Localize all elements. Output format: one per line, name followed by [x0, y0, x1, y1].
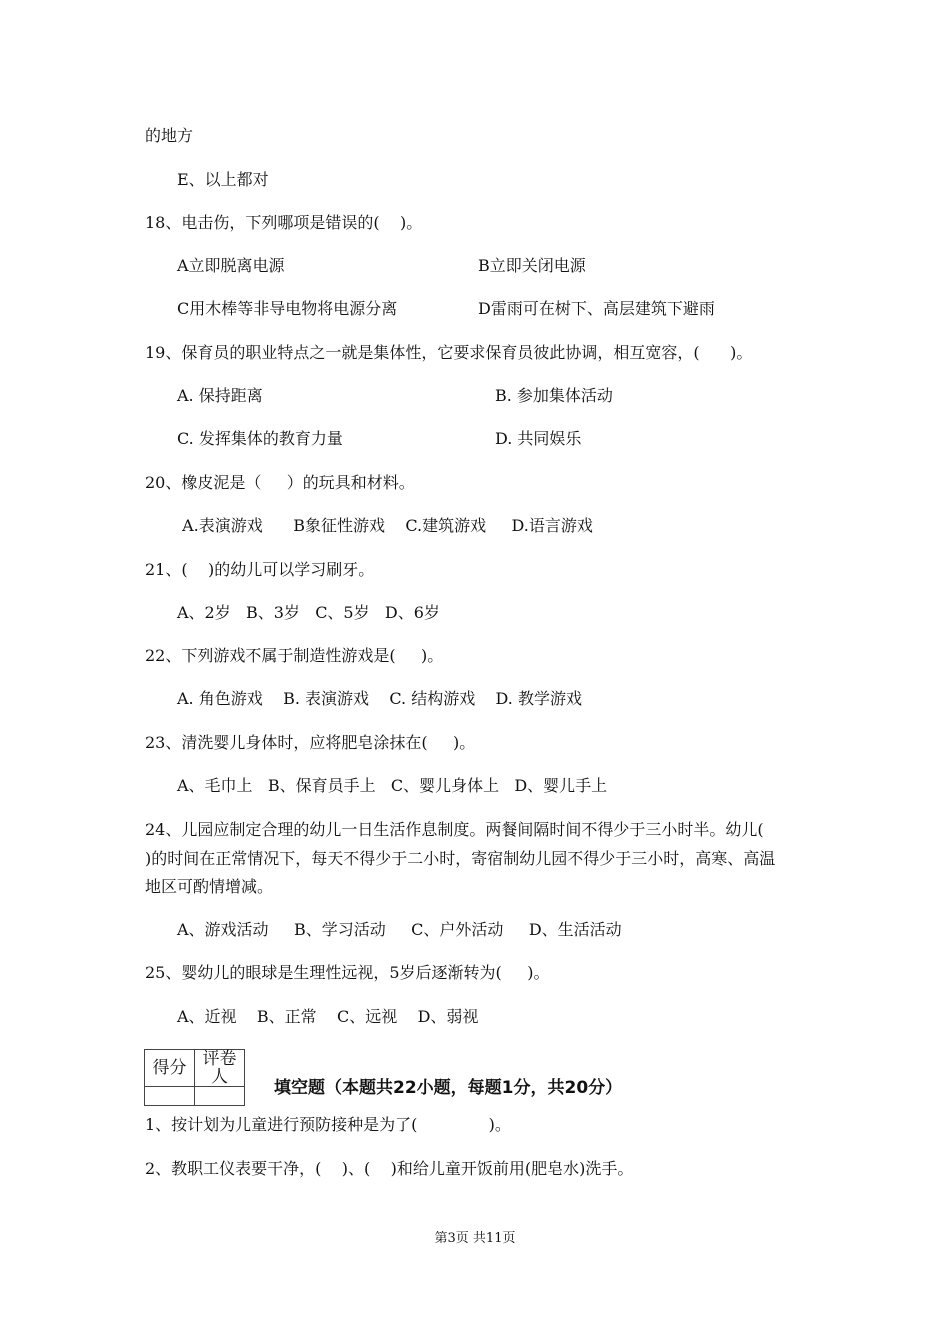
- q21-options: A、2岁 B、3岁 C、5岁 D、6岁: [177, 603, 440, 622]
- q18-option-b: B立即关闭电源: [478, 256, 586, 275]
- grader-header: 评卷人: [195, 1050, 245, 1087]
- q18-option-c: C用木棒等非导电物将电源分离: [177, 299, 398, 318]
- section-title: 填空题（本题共22小题，每题1分，共20分）: [274, 1078, 623, 1098]
- q21-stem: 21、( )的幼儿可以学习刷牙。: [145, 560, 375, 579]
- q18-stem: 18、电击伤，下列哪项是错误的( )。: [145, 213, 423, 232]
- q24-options: A、游戏活动 B、学习活动 C、户外活动 D、生活活动: [177, 920, 622, 939]
- score-cell: [145, 1087, 195, 1106]
- q24-stem-line2: )的时间在正常情况下，每天不得少于二小时，寄宿制幼儿园不得少于三小时，高寒、高温: [145, 849, 776, 868]
- page-footer: 第3页 共11页: [434, 1231, 516, 1246]
- score-table: [144, 1049, 245, 1106]
- fill-question-1: 1、按计划为儿童进行预防接种是为了( )。: [145, 1115, 511, 1134]
- q18-option-d: D雷雨可在树下、高层建筑下避雨: [478, 299, 715, 318]
- q19-stem: 19、保育员的职业特点之一就是集体性，它要求保育员彼此协调，相互宽容，( )。: [145, 343, 753, 362]
- grader-cell: [195, 1087, 245, 1106]
- q18-option-a: A立即脱离电源: [177, 256, 285, 275]
- q19-option-c: C. 发挥集体的教育力量: [177, 429, 343, 448]
- fill-question-2: 2、教职工仪表要干净，( )、( )和给儿童开饭前用(肥皂水)洗手。: [145, 1159, 634, 1178]
- q19-option-d: D. 共同娱乐: [495, 429, 582, 448]
- q24-stem-line3: 地区可酌情增减。: [145, 877, 274, 896]
- q20-stem: 20、橡皮泥是（ ）的玩具和材料。: [145, 473, 415, 492]
- q19-option-a: A. 保持距离: [177, 386, 263, 405]
- score-header: 得分: [145, 1050, 195, 1087]
- q25-options: A、近视 B、正常 C、远视 D、弱视: [177, 1007, 479, 1026]
- q20-options: A.表演游戏 B象征性游戏 C.建筑游戏 D.语言游戏: [177, 516, 593, 535]
- q17-option-e: E、以上都对: [177, 170, 269, 189]
- continuation-text: 的地方: [145, 126, 194, 145]
- q23-options: A、毛巾上 B、保育员手上 C、婴儿身体上 D、婴儿手上: [177, 776, 608, 795]
- q19-option-b: B. 参加集体活动: [495, 386, 613, 405]
- q25-stem: 25、婴幼儿的眼球是生理性远视，5岁后逐渐转为( )。: [145, 963, 550, 982]
- q23-stem: 23、清洗婴儿身体时，应将肥皂涂抹在( )。: [145, 733, 476, 752]
- q22-options: A. 角色游戏 B. 表演游戏 C. 结构游戏 D. 教学游戏: [177, 689, 582, 708]
- q24-stem-line1: 24、儿园应制定合理的幼儿一日生活作息制度。两餐间隔时间不得少于三小时半。幼儿(: [145, 820, 764, 839]
- q22-stem: 22、下列游戏不属于制造性游戏是( )。: [145, 646, 444, 665]
